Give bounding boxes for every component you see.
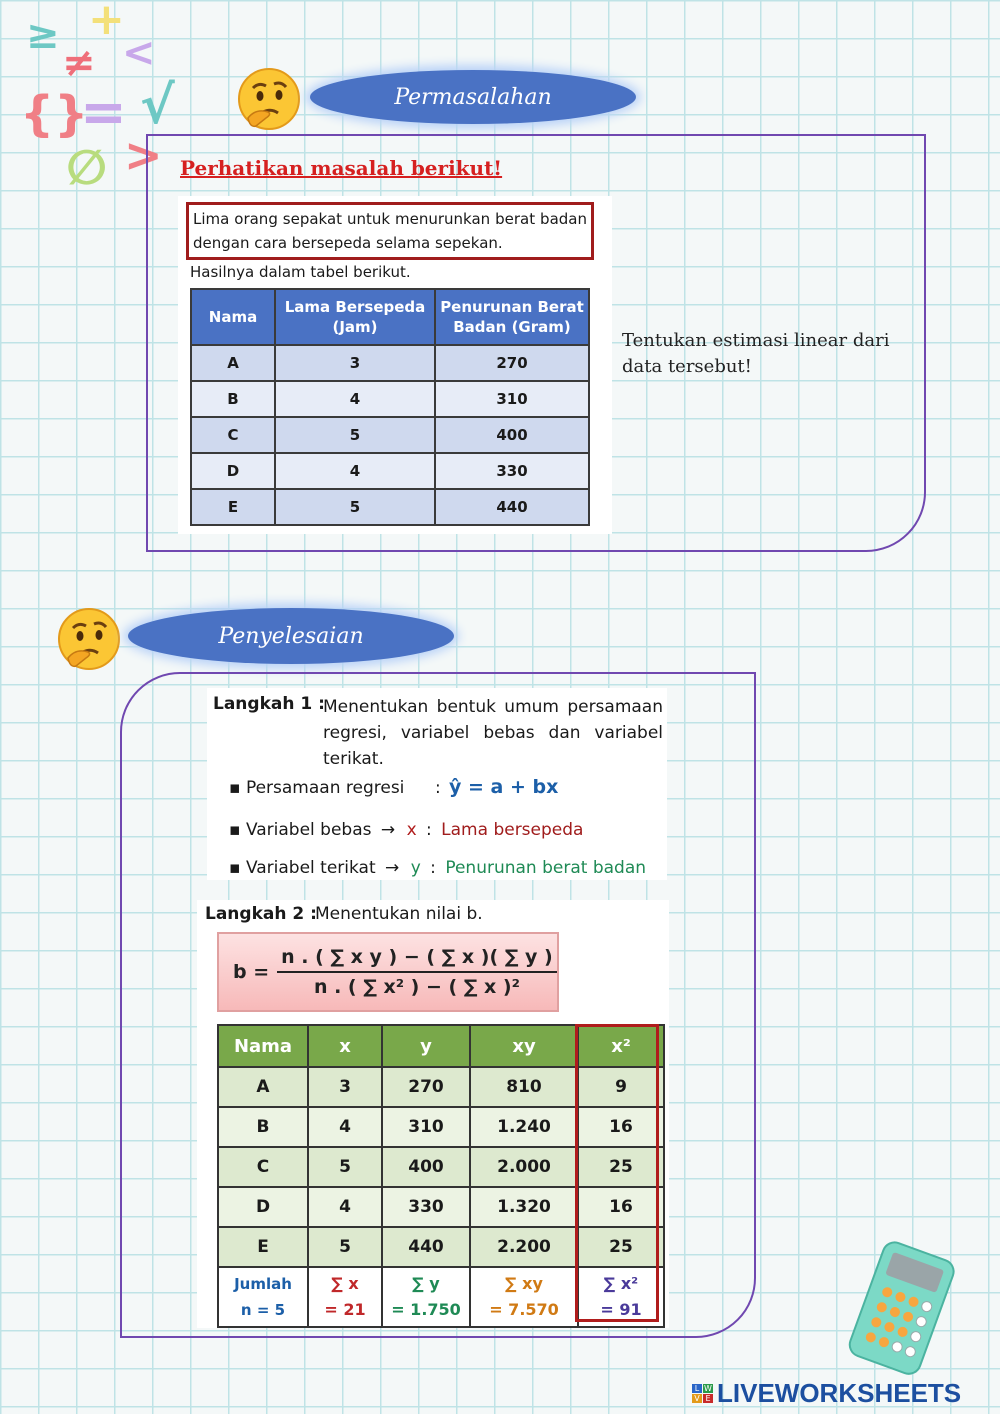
- table-cell: A: [191, 345, 275, 381]
- problem-intro: [186, 202, 594, 284]
- table-cell: 2.000: [470, 1147, 578, 1187]
- bullet-dependent-var: [229, 858, 669, 878]
- sum-value: = 1.750: [391, 1300, 461, 1319]
- table-header: xy: [470, 1025, 578, 1067]
- thinking-face-icon: [56, 606, 122, 672]
- formula-denominator: n . ( ∑ x² ) − ( ∑ x )²: [313, 976, 520, 998]
- square-root-symbol: √: [140, 76, 175, 136]
- brand-name: LIVEWORKSHEETS: [717, 1378, 962, 1408]
- table-cell: 9: [578, 1067, 664, 1107]
- section-title-penyelesaian: Penyelesaian: [128, 608, 454, 664]
- bullet-colon: :: [435, 778, 441, 798]
- table-cell: 16: [578, 1187, 664, 1227]
- table-cell: 16: [578, 1107, 664, 1147]
- problem-heading: Perhatikan masalah berikut!: [180, 156, 503, 180]
- x2-column-highlight: [575, 1024, 659, 1322]
- step1-text: Menentukan bentuk umum persamaan regresi, variabel bebas dan variabel terikat.: [323, 697, 663, 769]
- calculator-icon: [836, 1240, 966, 1380]
- table-cell: 4: [275, 453, 435, 489]
- sum-xy-cell: [470, 1267, 578, 1327]
- table-cell: E: [218, 1227, 308, 1267]
- step2-text: Menentukan nilai b.: [315, 904, 483, 924]
- table-cell: 25: [578, 1227, 664, 1267]
- liveworksheets-logo: [692, 1378, 961, 1409]
- independent-var-value: Lama bersepeda: [441, 820, 584, 840]
- table-cell: D: [191, 453, 275, 489]
- task-text: Tentukan estimasi linear dari data tersebut!: [622, 330, 890, 377]
- step2-label: Langkah 2 :: [205, 904, 317, 924]
- table-cell: B: [218, 1107, 308, 1147]
- arrow-right-icon: →: [380, 820, 396, 840]
- table-cell: 270: [435, 345, 589, 381]
- bullet-colon: :: [426, 820, 432, 840]
- logo-letter: L: [692, 1384, 702, 1393]
- table-cell: 25: [578, 1147, 664, 1187]
- greater-equal-symbol: ≥: [26, 12, 60, 58]
- table-cell: 4: [308, 1187, 382, 1227]
- thinking-face-icon: [236, 66, 302, 132]
- table-cell: 1.240: [470, 1107, 578, 1147]
- table-cell: 810: [470, 1067, 578, 1107]
- equals-symbol: =: [80, 80, 127, 145]
- table-header: Penurunan Berat Badan (Gram): [435, 289, 589, 345]
- table-header: Lama Bersepeda (Jam): [275, 289, 435, 345]
- intro-boxed-text: Lima orang sepakat untuk menurunkan berat badan dengan cara bersepeda selama sepekan.: [186, 202, 594, 260]
- sum-symbol: ∑ y: [412, 1274, 440, 1293]
- dependent-var-value: Penurunan berat badan: [445, 858, 647, 878]
- sum-label-cell: [218, 1267, 308, 1327]
- table-row: [191, 417, 589, 453]
- bullet-marker: ▪: [229, 820, 241, 840]
- step2-card: [197, 900, 669, 1328]
- logo-mark-icon: [692, 1384, 713, 1403]
- bullet-colon: :: [430, 858, 436, 878]
- cycling-data-table: [190, 288, 590, 526]
- bullet-label: Variabel terikat: [245, 858, 376, 878]
- logo-letter: E: [703, 1394, 713, 1403]
- bullet-marker: ▪: [229, 858, 241, 878]
- table-cell: 5: [308, 1147, 382, 1187]
- sum-x-cell: [308, 1267, 382, 1327]
- formula-numerator: n . ( ∑ x y ) − ( ∑ x )( ∑ y ): [277, 946, 557, 973]
- sum-n: n = 5: [240, 1301, 286, 1319]
- table-header: x²: [578, 1025, 664, 1067]
- bullet-label: Variabel bebas: [245, 820, 372, 840]
- table-cell: 400: [435, 417, 589, 453]
- sum-label: Jumlah: [234, 1275, 292, 1293]
- intro-rest-text: Hasilnya dalam tabel berikut.: [190, 263, 411, 281]
- table-cell: 1.320: [470, 1187, 578, 1227]
- table-cell: B: [191, 381, 275, 417]
- not-equal-symbol: ≠: [62, 40, 96, 86]
- bullet-independent-var: [229, 820, 659, 840]
- greater-than-symbol: >: [124, 128, 163, 182]
- table-row: [191, 381, 589, 417]
- table-cell: 5: [308, 1227, 382, 1267]
- table-header: y: [382, 1025, 470, 1067]
- sum-symbol: ∑ xy: [505, 1274, 543, 1293]
- table-row: [191, 453, 589, 489]
- section-title-permasalahan: Permasalahan: [310, 70, 636, 124]
- plus-symbol: +: [88, 0, 125, 45]
- empty-set-symbol: ∅: [66, 140, 108, 196]
- table-cell: C: [191, 417, 275, 453]
- table-cell: 440: [382, 1227, 470, 1267]
- sum-symbol: ∑ x²: [603, 1274, 639, 1293]
- logo-letter: W: [704, 1384, 712, 1393]
- table-cell: 5: [275, 417, 435, 453]
- table-cell: 330: [382, 1187, 470, 1227]
- variable-y: y: [410, 858, 421, 878]
- table-cell: C: [218, 1147, 308, 1187]
- bullet-regression: [229, 778, 659, 798]
- table-cell: 400: [382, 1147, 470, 1187]
- regression-equation: ŷ = a + bx: [449, 776, 559, 798]
- table-cell: 4: [275, 381, 435, 417]
- less-than-symbol: <: [122, 30, 156, 76]
- bullet-marker: ▪: [229, 778, 241, 798]
- table-cell: 310: [435, 381, 589, 417]
- variable-x: x: [406, 820, 417, 840]
- table-cell: D: [218, 1187, 308, 1227]
- table-cell: 270: [382, 1067, 470, 1107]
- table-cell: 310: [382, 1107, 470, 1147]
- table-row: [191, 345, 589, 381]
- sum-y-cell: [382, 1267, 470, 1327]
- sum-value: = 91: [600, 1300, 642, 1319]
- logo-letter: V: [692, 1394, 702, 1403]
- sum-value: = 21: [324, 1300, 366, 1319]
- sum-value: = 7.570: [489, 1300, 559, 1319]
- table-cell: 2.200: [470, 1227, 578, 1267]
- table-row: [191, 489, 589, 525]
- table-header: Nama: [218, 1025, 308, 1067]
- bullet-label: Persamaan regresi: [245, 778, 405, 798]
- table-header: x: [308, 1025, 382, 1067]
- formula-fraction: [277, 946, 557, 998]
- table-cell: 3: [308, 1067, 382, 1107]
- sum-symbol: ∑ x: [331, 1274, 359, 1293]
- step1-card: [207, 688, 667, 880]
- table-cell: 440: [435, 489, 589, 525]
- braces-symbol: {}: [20, 86, 89, 142]
- table-cell: 4: [308, 1107, 382, 1147]
- problem-card: [178, 196, 612, 534]
- formula-lhs: b =: [233, 961, 270, 983]
- table-cell: 330: [435, 453, 589, 489]
- table-cell: 5: [275, 489, 435, 525]
- table-cell: 3: [275, 345, 435, 381]
- step1-label: Langkah 1 :: [213, 694, 325, 714]
- table-cell: A: [218, 1067, 308, 1107]
- slope-formula: [217, 932, 559, 1012]
- arrow-right-icon: →: [385, 858, 400, 878]
- table-header: Nama: [191, 289, 275, 345]
- table-cell: E: [191, 489, 275, 525]
